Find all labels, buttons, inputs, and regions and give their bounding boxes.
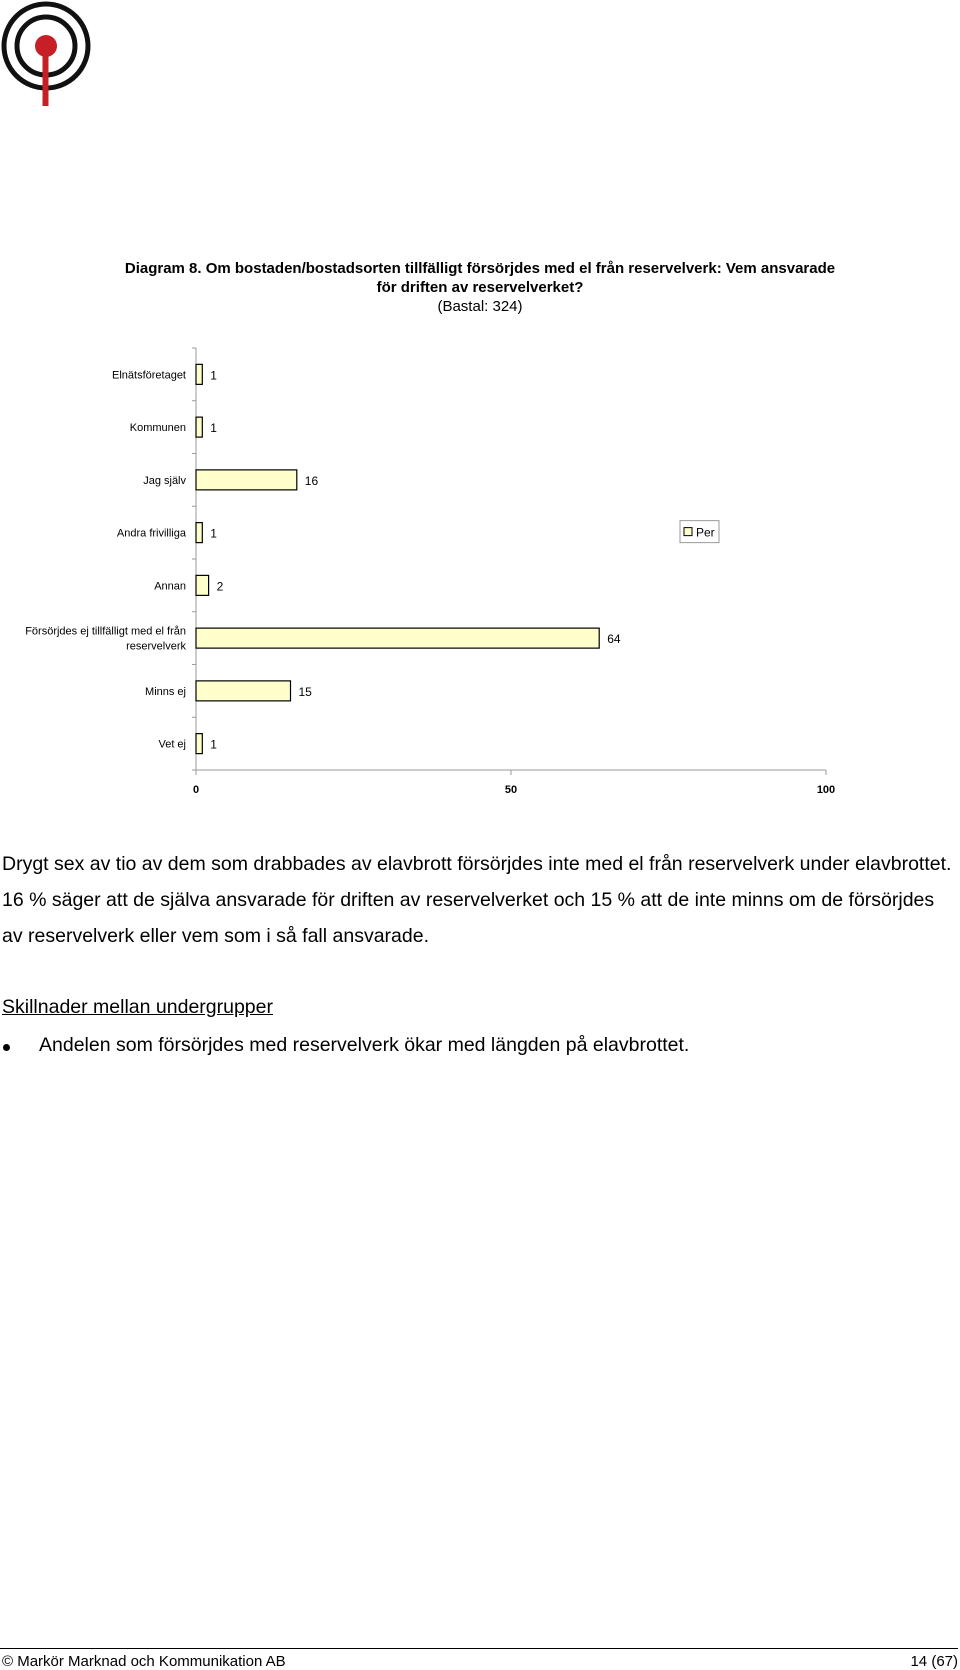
bullet-item <box>2 1034 689 1057</box>
data-label: 15 <box>298 684 312 699</box>
bullet-text: Andelen som försörjdes med reservelverk ökar med längden på elavbrottet. <box>39 1034 690 1056</box>
footer-copyright: © Markör Marknad och Kommunikation AB <box>2 1653 286 1670</box>
chart-title <box>80 259 880 316</box>
category-label: Kommunen <box>129 422 186 435</box>
category-label: Elnätsföretaget <box>112 369 186 382</box>
legend-swatch <box>684 528 692 536</box>
data-label: 16 <box>304 473 319 488</box>
category-label: Jag själv <box>143 474 186 487</box>
bullet-dot-icon <box>3 1044 10 1051</box>
chart-title-line: för driften av reservelverket? <box>376 279 584 296</box>
chart-title-line: Diagram 8. Om bostaden/bostadsorten tillfälligt försörjdes med el från reservelverk: Vem ansvarade <box>124 260 836 277</box>
data-label: 1 <box>210 368 217 383</box>
target-logo-icon <box>0 0 100 115</box>
page-footer <box>0 1648 958 1670</box>
x-tick-label: 0 <box>192 784 200 796</box>
data-label: 1 <box>210 421 217 436</box>
section-heading: Skillnader mellan undergrupper <box>2 996 273 1018</box>
category-label: reservelverk <box>126 640 186 653</box>
bar-chart <box>0 340 960 800</box>
data-label: 1 <box>210 526 217 541</box>
x-tick-label: 100 <box>816 784 836 796</box>
bar <box>196 575 209 595</box>
legend-label: Per <box>696 525 715 540</box>
body-paragraph: Drygt sex av tio av dem som drabbades av elavbrott försörjdes inte med el från reservelverk under elavbrottet. 16 % säger att de själva ansvarade för driften av reservelverket och 15 % att de inte minns om de försörjdes av reservelverk eller vem som i så fall ansvarade. <box>2 853 952 947</box>
category-label: Försörjdes ej tillfälligt med el från <box>25 625 186 638</box>
bar <box>196 734 202 754</box>
bar <box>196 523 202 543</box>
bar <box>196 628 599 648</box>
category-label: Minns ej <box>145 685 186 698</box>
category-label: Annan <box>154 580 186 593</box>
data-label: 1 <box>210 737 217 752</box>
category-label: Vet ej <box>158 738 186 751</box>
data-label: 64 <box>607 632 621 647</box>
bullet-list <box>2 1034 689 1057</box>
bar <box>196 364 202 384</box>
chart-subtitle: (Bastal: 324) <box>437 298 523 315</box>
data-label: 2 <box>216 579 224 594</box>
x-tick-label: 50 <box>504 784 518 796</box>
bar <box>196 681 291 701</box>
bar <box>196 417 202 437</box>
bar <box>196 470 297 490</box>
category-label: Andra frivilliga <box>116 527 186 540</box>
footer-page-number: 14 (67) <box>910 1653 958 1670</box>
